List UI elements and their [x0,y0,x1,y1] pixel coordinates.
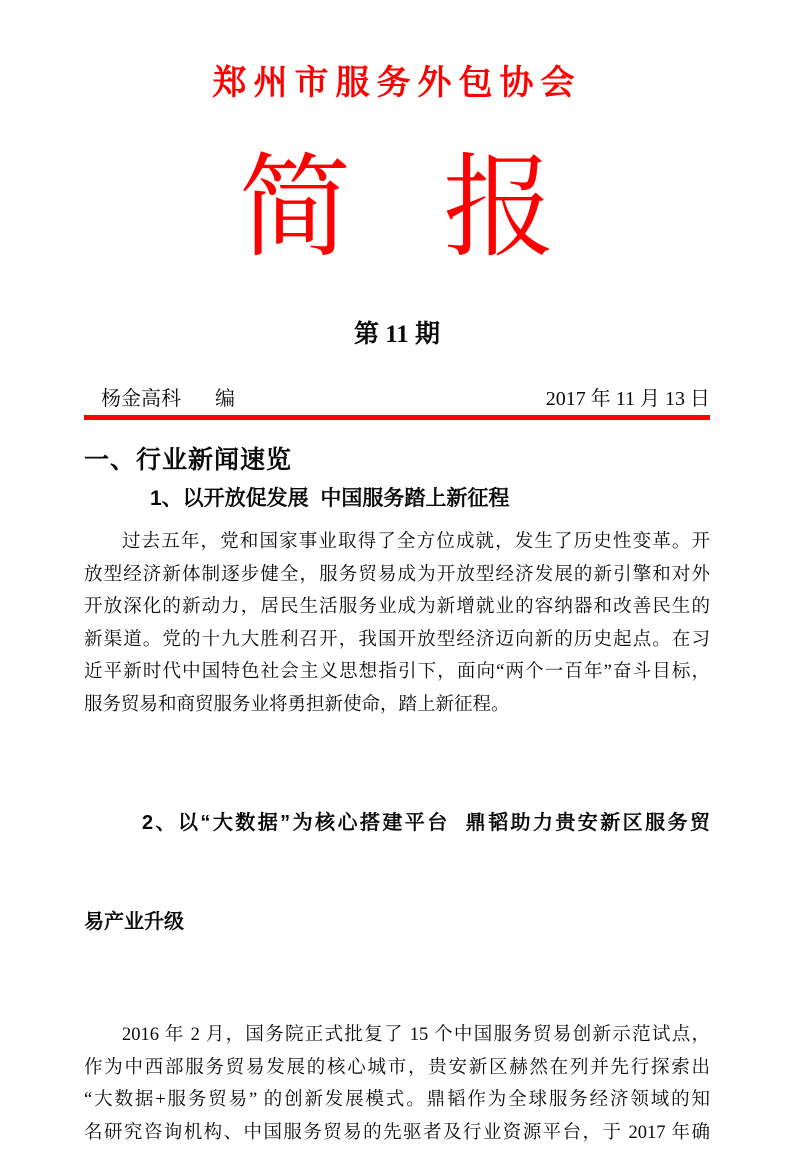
paragraph-line: 开放深化的新动力，居民生活服务业成为新增就业的容纳器和改善民生的 [84,591,710,624]
paragraph-line: 近平新时代中国特色社会主义思想指引下，面向“两个一百年”奋斗目标， [84,656,710,689]
article-body-1 [84,526,710,721]
article-title-2 [84,741,710,1005]
masthead-char-jian: 简 [239,150,351,268]
editor-date-row [84,386,710,412]
divider-rule [84,415,710,420]
organization-title: 郑州市服务外包协会 [84,64,710,104]
paragraph-line: 放型经济新体制逐步健全，服务贸易成为开放型经济发展的新引擎和对外 [84,559,710,592]
article-body-2 [84,1019,710,1149]
editor-label: 编 [215,388,235,410]
paragraph-line: 新渠道。党的十九大胜利召开，我国开放型经济迈向新的历史起点。在习 [84,624,710,657]
editor-name: 杨金高科 [101,388,181,410]
paragraph-line: 服务贸易和商贸服务业将勇担新使命，踏上新征程。 [84,689,710,722]
paragraph-line: 2016 年 2 月，国务院正式批复了 15 个中国服务贸易创新示范试点， [84,1019,710,1052]
editor-line [101,386,235,412]
article-title-1: 1、以开放促发展 中国服务踏上新征程 [84,486,710,512]
paragraph-line: 作为中西部服务贸易发展的核心城市，贵安新区赫然在列并先行探索出 [84,1052,710,1085]
section-heading-industry-news: 一、行业新闻速览 [84,445,710,475]
masthead-char-bao: 报 [443,150,555,268]
paragraph-line: “大数据+服务贸易” 的创新发展模式。鼎韬作为全球服务经济领域的知 [84,1084,710,1117]
article-title-2-line1: 2、以“大数据”为核心搭建平台 鼎韬助力贵安新区服务贸 [84,807,710,840]
bulletin-page [0,64,791,1149]
issue-date: 2017 年 11 月 13 日 [546,386,710,412]
article-title-2-line2: 易产业升级 [84,906,710,939]
paragraph-line: 名研究咨询机构、中国服务贸易的先驱者及行业资源平台，于 2017 年确 [84,1117,710,1149]
bulletin-masthead [84,150,710,268]
issue-number: 第 11 期 [84,320,710,350]
paragraph-line: 过去五年，党和国家事业取得了全方位成就，发生了历史性变革。开 [84,526,710,559]
